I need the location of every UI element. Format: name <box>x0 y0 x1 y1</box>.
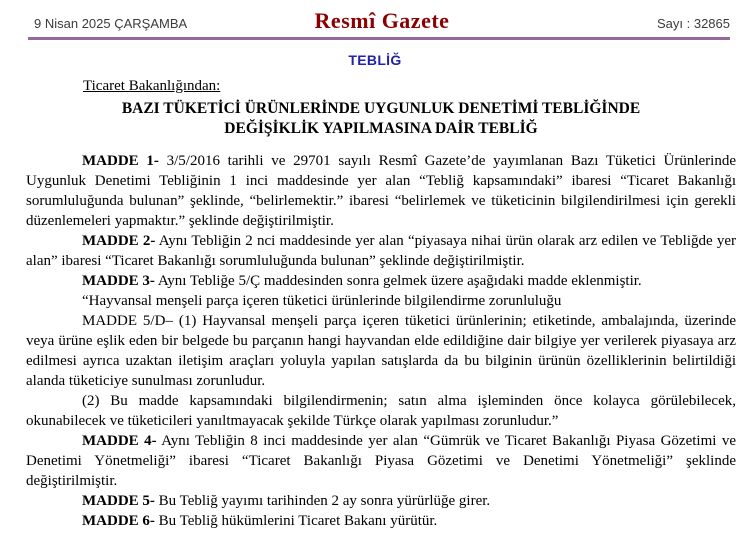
paragraph-madde-5d-fikra-2 <box>26 391 736 431</box>
madde-2-text: Aynı Tebliğin 2 nci maddesinde yer alan “piyasaya nihai ürün olarak arz edilen ve Tebliğde yer alan” ibaresi “Ticaret Bakanlığı sorumluluğunda bulunan” şeklinde değiştirilmiştir. <box>26 233 737 269</box>
document-body <box>0 78 750 531</box>
madde-1-text: 3/5/2016 tarihli ve 29701 sayılı Resmî Gazete’de yayımlanan Bazı Tüketici Ürünlerinde Uygunluk Denetimi Tebliğinin 1 inci maddesinde yer alan “Tebliğ kapsamındaki” ibaresi “Ticaret Bakanlığı sorumluluğunda bulunan” şeklinde, “belirlemektir.” ibaresi “belirlemek ve tüketicinin bilgilendirilmesi için gerekli düzenlemeleri yapmaktır.” şeklinde değiştirilmiştir. <box>26 153 737 229</box>
paragraph-madde-1 <box>26 151 736 231</box>
gazette-header <box>0 0 750 34</box>
gazette-masthead: Resmî Gazete <box>314 8 450 33</box>
madde-4-text: Aynı Tebliğin 8 inci maddesinde yer alan “Gümrük ve Ticaret Bakanlığı Piyasa Gözetimi ve Denetimi Yönetmeliği” ibaresi “Ticaret Bakanlığı Piyasa Gözetimi ve Denetimi Yönetmeliği” şeklinde değiştirilmiştir. <box>26 433 737 489</box>
paragraph-madde-6 <box>26 511 736 531</box>
issuer-line: Ticaret Bakanlığından: <box>83 78 221 94</box>
madde-3-label: MADDE 3- <box>82 273 155 289</box>
section-heading-teblig: TEBLİĞ <box>348 52 402 68</box>
paragraph-madde-5d <box>26 311 736 391</box>
document-title <box>26 99 736 139</box>
issue-number: Sayı : 32865 <box>657 16 730 31</box>
madde-5-label: MADDE 5- <box>82 493 155 509</box>
header-date: 9 Nisan 2025 ÇARŞAMBA <box>34 16 188 31</box>
paragraph-madde-5 <box>26 491 736 511</box>
document-title-line-1: BAZI TÜKETİCİ ÜRÜNLERİNDE UYGUNLUK DENETİMİ TEBLİĞİNDE <box>121 100 641 117</box>
madde-4-label: MADDE 4- <box>82 433 157 449</box>
paragraph-quoted-heading <box>26 291 736 311</box>
madde-1-label: MADDE 1- <box>82 153 159 169</box>
paragraph-madde-4 <box>26 431 736 491</box>
document-title-line-2: DEĞİŞİKLİK YAPILMASINA DAİR TEBLİĞ <box>224 120 538 137</box>
articles <box>26 151 736 531</box>
madde-6-label: MADDE 6- <box>82 513 155 529</box>
paragraph-madde-2 <box>26 231 736 271</box>
madde-5d-fikra-2-text: (2) Bu madde kapsamındaki bilgilendirmenin; satın alma işleminden önce kolayca görülebilecek, okunabilecek ve tüketicileri yanıltmayacak şekilde Türkçe olarak yapılması zorunludur.” <box>26 393 736 429</box>
madde-5d-text: MADDE 5/D– (1) Hayvansal menşeli parça içeren tüketici ürünlerinin; etiketinde, ambalajında, üzerinde veya ürüne eşlik eden bir belgede bu parçanın hangi hayvandan elde edildiğine dair bilgiye yer verilerek piyasaya arz edilmesi ayrıca uzaktan iletişim araçları yoluyla yapılan satışlarda da bu bilginin ürünün özelliklerinin belirtildiği alanda tüketiciye sunulması zorunludur. <box>26 313 736 389</box>
paragraph-madde-3 <box>26 271 736 291</box>
madde-3-text: Aynı Tebliğe 5/Ç maddesinden sonra gelmek üzere aşağıdaki madde eklenmiştir. <box>154 273 642 289</box>
header-rule <box>28 37 730 40</box>
madde-6-text: Bu Tebliğ hükümlerini Ticaret Bakanı yürütür. <box>154 513 438 529</box>
madde-2-label: MADDE 2- <box>82 233 156 249</box>
quoted-heading-text: “Hayvansal menşeli parça içeren tüketici ürünlerinde bilgilendirme zorunluluğu <box>82 293 562 309</box>
madde-5-text: Bu Tebliğ yayımı tarihinden 2 ay sonra yürürlüğe girer. <box>154 493 491 509</box>
